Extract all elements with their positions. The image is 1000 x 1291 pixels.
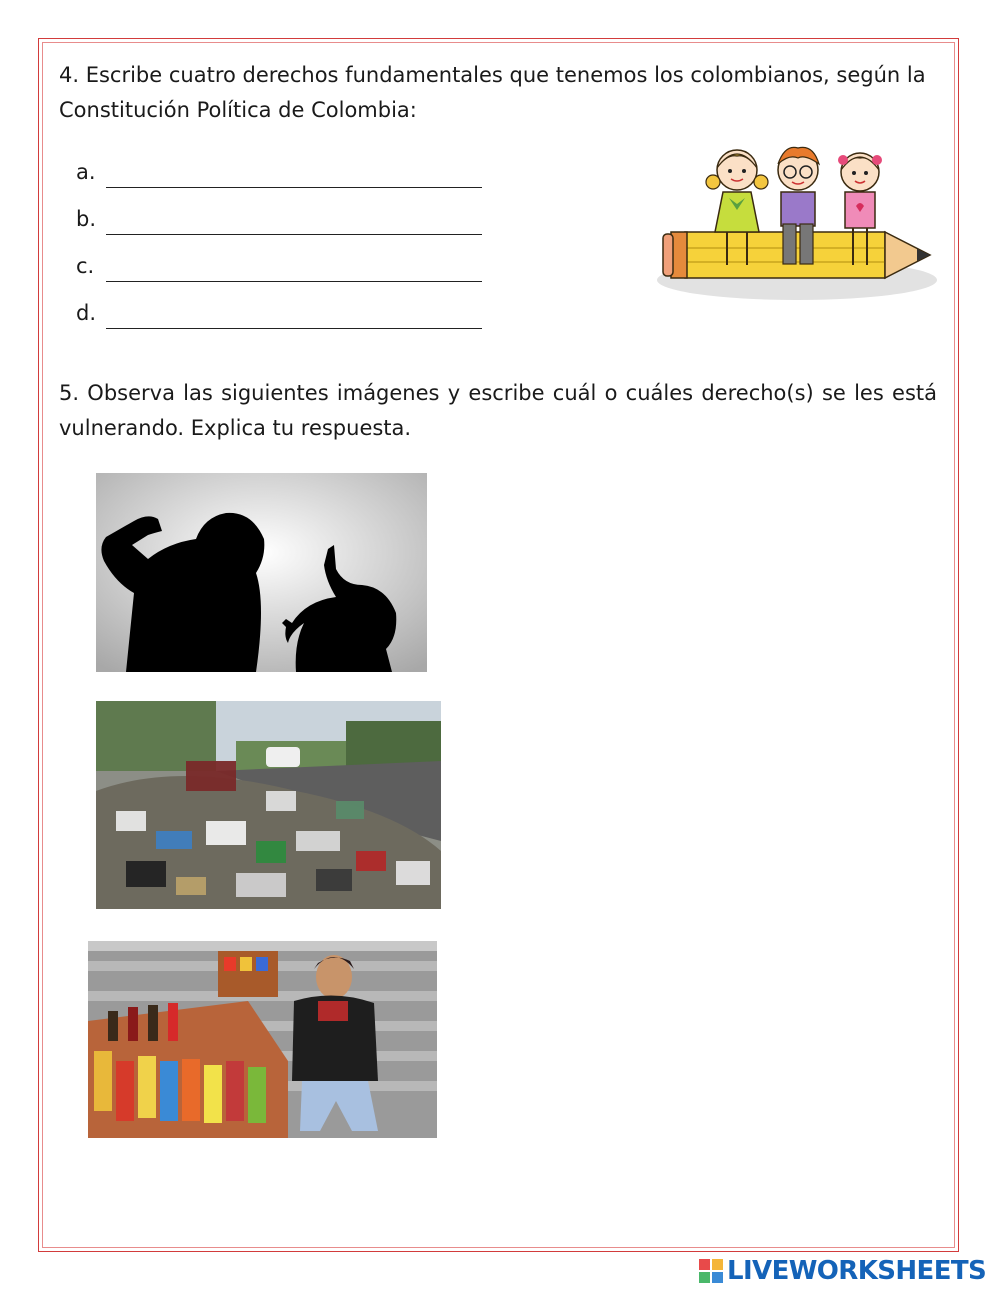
question-5-text: 5. Observa las siguientes imágenes y escribe cuál o cuáles derecho(s) se les está vulnerando. Explica tu respuesta. <box>59 381 937 440</box>
answer-input-b[interactable] <box>106 208 482 235</box>
garbage-pile-street <box>96 701 441 909</box>
kids-on-pencil-illustration <box>655 140 940 305</box>
answer-letter: c. <box>76 254 95 278</box>
answer-row-a <box>76 141 482 188</box>
answer-list <box>76 141 482 329</box>
street-vendor-snack-cart <box>88 941 437 1138</box>
answer-input-c[interactable] <box>106 255 482 282</box>
logo-icon <box>699 1259 723 1283</box>
answer-row-c <box>76 235 482 282</box>
answer-input-a[interactable] <box>106 161 482 188</box>
adult-threatening-child-silhouette <box>96 473 427 672</box>
answer-row-b <box>76 188 482 235</box>
answer-letter: b. <box>76 207 97 231</box>
answer-row-d <box>76 282 482 329</box>
answer-letter: d. <box>76 301 97 325</box>
answer-input-d[interactable] <box>106 302 482 329</box>
answer-letter: a. <box>76 160 96 184</box>
logo-text: LIVEWORKSHEETS <box>727 1256 987 1286</box>
question-4-text: 4. Escribe cuatro derechos fundamentales que tenemos los colombianos, según la Constitución Política de Colombia: <box>59 63 926 122</box>
liveworksheets-logo <box>699 1255 986 1287</box>
